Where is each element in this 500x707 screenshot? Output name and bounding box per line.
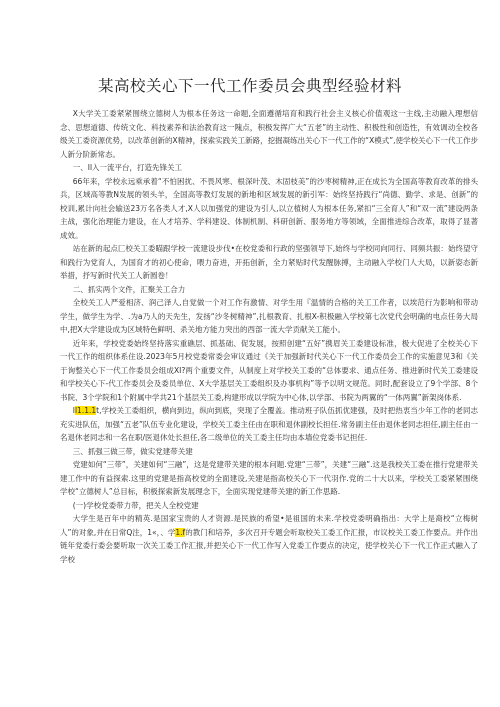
paragraph: 66年来，学校永远乘承着“不怕困扰、不畏风寒、根深叶茂、木固枝美”的沙枣树精神,正在成长为全国高等教育改革的排头兵，区域高等教N发展的领头羊，全国高等教灯发展的新地和区域发展的新引军：始终坚持践行“尚德、勤学、求是、创新”的校训,累计向社会输送23万名各类人才,X人以加强党的建设为引人,以立植树人为根本任务,紧扣“三全育人”和“双一流”建设两条主战，强化治理能力建设，在人才培养、学科建设、体制机制、科研创新、服务地方等领域，全面推进综合改革，取得了显著成效。 — [60, 176, 478, 240]
paragraph — [60, 404, 478, 445]
paragraph: 党建如何“三带”，关建如何“三融”，这是党建带关建的根本问题.党建“三带”，关建“三融”.这是我校关工委在推行党建带关建工作中的有益探索.这里的党建是指高校党的全面建设,关建是指高校关心下一代羽作.党的二十大以来，学校关工委紧紧围绕学校“立德树人”总目标，积极探索新发展理念下，全面实现党建带关建的新工作思路. — [60, 460, 478, 496]
paragraph: (一)学校党委带力带，把关人全校党建 — [72, 500, 199, 510]
paragraph: 全校关工人严爱相济、润己泽人,自觉做一个对工作有激情、对学生用『温情的合格的关工工作者，以埃范行为影响和带动学生，做学生为学、.为a乃人的天先生，发扬“沙冬树精神”,扎根教育、扎根X-积极融入学校第七次党代会明确的电点任务大局中,把X大学建设成为区域特色鲜明、杀关地方能力突出的西部一流大学贡献关工能小。 — [60, 298, 478, 334]
document-body — [60, 107, 478, 566]
paragraph — [60, 512, 478, 566]
paragraph-text: 大学生是百年中的精英.是国家宝贵的人才资源.是民族的希望•是祖国的未来.学校党委明确指出：大学上是裔校“立梅树人”的对象,并在日常Q注，1«，、学 — [60, 514, 478, 537]
paragraph: 二、抓实两个文件，汇聚关工合力 — [72, 284, 186, 294]
paragraph-text: I — [72, 406, 75, 415]
paragraph: 近年来，学校党委始终坚持落实重礁层、抓基础、促发展，按照创建“五好”携眉关工委建设标准，极大促进了全校关心下一代工作的组织体系住设.2023年5月校党委常委会审议通过《关于加强新时代关心下一代工作委员会工作的实施意见3和《关于询整关心下一代工作委员会组成XI?两个重要文件，从制度上对学校关工委的“总体要求、通点任务、推进新时代关工委建设和学校关心下-代工作委员会及委员单位、X大学基层关工委组织及办事机构”等予以明文规范。同时,配套设立了9个学部、8个书院、3个学院和1个附属中学共21个基层关工委,构建形成以学院为中心体,以学部、书院为两翼的“一体两翼”新架岗体系. — [60, 338, 478, 402]
paragraph: 一、Il入一流平台，打造先锋关工 — [72, 163, 183, 172]
document-title: 某高校关心下一代工作委员会典型经验材料 — [97, 77, 402, 95]
paragraph-text: 的教门和培养，多次召开专题会听取校关工委工作汇报，市议校关工委工作要点。并作出链年党委行委会要听取一次关工委工作汇报,并把关心下一代工作写入党委工作要点的决定，使学校关心下一代工作正式融入了学校 — [60, 527, 478, 564]
paragraph: X大学关工委紧紧围绕立德树人为根本任务这一命题,全面遵循培育和践行社会主义核心价值观这一主线,主动融入理想信念、思想道德、传统文化、科技素养和法治教育这一隗点，积极发挥广大“五老”的主动性、积极性和创造性，有效调动全校各级关工委资源优势，以改革创新的X精神，探索实践关工新路，挖掘凝练出关心下一代工作的“X模式”,使学校关心下一代工作步人新分阶新常态。 — [60, 109, 478, 159]
highlighted-text: l1.1.1 — [74, 406, 97, 415]
paragraph: 三、抓强三做三带，做实党建带关建 — [72, 446, 193, 456]
paragraph-text: t,学校关工委组织，横向到边，纵向到底，突现了全覆盖。推动班子队伍抓优建强，及时把热衷当少年工作的老同志充实进队伍，加强“五老”队伍专业化建设，学校关工委主任由在职和退休副校长担任.常务副主任由退休老同志担任,副主任由一名退休老同志和一名在职/医退休处长担任,各二级单位的关工委主任均由本墙位党委书记担任. — [60, 406, 478, 442]
highlighted-text: 1.f — [175, 527, 186, 537]
paragraph: 站在新的起点匚校关工委瞄跟学校一流建设步伐•在校党委和行政的坚强领导下,始终与学校同向同行、同频共振：始终望守和践行为党育人，为国育才的初心使命，喂力奋进，开拓创新，全力紧贴时代发醒脉搏，主动融入学校门人大局，以新姿态新举措，抒写新时代关工人新圆卷！ — [60, 244, 478, 280]
